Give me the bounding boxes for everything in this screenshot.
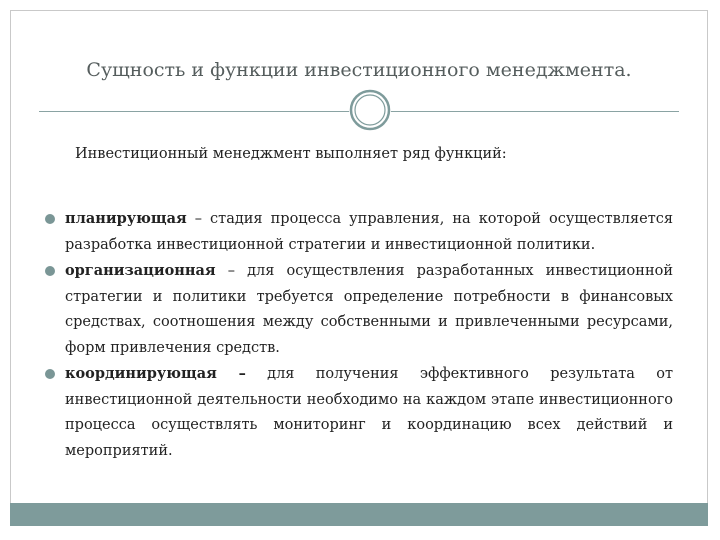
circle-ornament-icon <box>348 88 392 132</box>
bullet-icon <box>45 214 55 224</box>
term-organizational: организационная <box>65 262 216 279</box>
list-item-organizational <box>41 258 673 361</box>
intro-text: Инвестиционный менеджмент выполняет ряд функций: <box>75 146 507 162</box>
list-item-planning <box>41 206 673 258</box>
slide-title: Сущность и функции инвестиционного менеджмента. <box>86 59 632 81</box>
term-coordinating: координирующая – <box>65 365 246 382</box>
description-organizational: – для осуществления разработанных инвестиционной стратегии и политики требуется определение потребности в финансовых средствах, соотношения между собственными и привлеченными ресурсами, форм привлечения средств. <box>65 263 673 356</box>
slide-frame <box>10 10 708 526</box>
function-list <box>41 206 673 464</box>
list-item-coordinating <box>41 361 673 464</box>
description-planning: – стадия процесса управления, на которой осуществляется разработка инвестиционной стратегии и инвестиционной политики. <box>65 211 673 253</box>
bullet-icon <box>45 369 55 379</box>
footer-bar <box>10 503 708 526</box>
term-planning: планирующая <box>65 210 187 227</box>
description-coordinating: для получения эффективного результата от инвестиционной деятельности необходимо на каждом этапе инвестиционного процесса осуществлять мониторинг и координацию всех действий и мероприятий. <box>65 366 674 459</box>
bullet-icon <box>45 266 55 276</box>
